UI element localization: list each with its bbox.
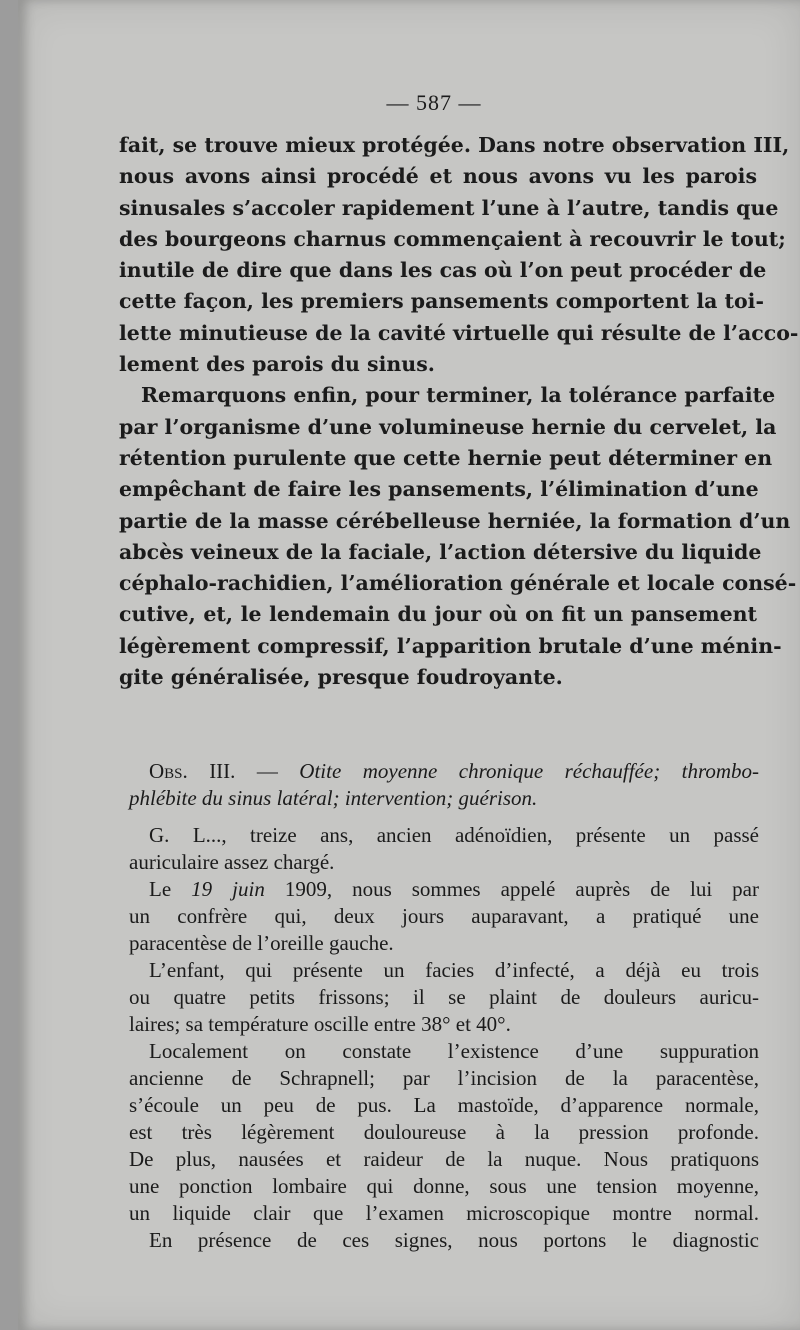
text-line: paracentèse de l’oreille gauche. [129,931,394,955]
text-line: empêchant de faire les pansements, l’élimination d’une [119,477,759,502]
obs-paragraph-2 [129,876,759,957]
text-line: un liquide clair que l’examen microscopique montre normal. [129,1201,759,1225]
observation-section [129,758,759,1254]
text-line: Localement on constate l’existence d’une suppuration [149,1039,759,1063]
text-line: laires; sa température oscille entre 38° et 40°. [129,1012,511,1036]
page-number: — 587 — [386,90,482,115]
text-line: Remarquons enfin, pour terminer, la tolérance parfaite [141,383,776,408]
text-line: cette façon, les premiers pansements comportent la toi- [119,289,764,314]
text-line: abcès veineux de la faciale, l’action détersive du liquide [119,539,762,564]
observation-title-line: phlébite du sinus latéral; intervention; guérison. [129,786,538,810]
text-line: lement des parois du sinus. [119,352,435,377]
text-line: rétention purulente que cette hernie peut déterminer en [119,445,773,470]
text-line: En présence de ces signes, nous portons le diagnostic [149,1228,759,1252]
observation-label: Obs. III. — [149,759,278,783]
text-line: lette minutieuse de la cavité virtuelle qui résulte de l’acco- [119,320,799,345]
text-line: par l’organisme d’une volumineuse hernie du cervelet, la [119,414,777,439]
obs-paragraph-4 [129,1038,759,1227]
text-line: légèrement compressif, l’apparition brutale d’une ménin- [119,633,782,658]
text-line: inutile de dire que dans les cas où l’on peut procéder de [119,258,767,283]
text-line: ancienne de Schrapnell; par l’incision de la paracentèse, [129,1066,759,1090]
obs-paragraph-3 [129,957,759,1038]
book-page [18,0,800,1330]
obs-paragraph-1 [129,822,759,876]
text-line [129,876,759,903]
main-text-bold [119,130,799,693]
text-line: sinusales s’accoler rapidement l’une à l’autre, tandis que [119,195,779,220]
observation-title-text: Otite moyenne chronique réchauffée; thrombo- [299,759,760,783]
text-line: nous avons ainsi procédé et nous avons vu les parois [119,164,757,189]
text-line: cutive, et, le lendemain du jour où on fit un pansement [119,602,757,627]
obs-paragraph-5 [129,1227,759,1254]
text-line: un confrère qui, deux jours auparavant, a pratiqué une [129,904,759,928]
text-line: gite généralisée, presque foudroyante. [119,665,563,690]
text-line: fait, se trouve mieux protégée. Dans notre observation III, [119,133,790,157]
observation-title [129,758,759,812]
text-fragment: Le [149,877,192,901]
text-line: des bourgeons charnus commençaient à recouvrir le tout; [119,226,786,251]
text-line: partie de la masse cérébelleuse herniée, la formation d’un [119,508,791,533]
text-line: une ponction lombaire qui donne, sous une tension moyenne, [129,1174,759,1198]
paragraph-2 [119,380,797,693]
observation-title-line [129,758,759,785]
text-line: auriculaire assez chargé. [129,850,335,874]
text-line: De plus, nausées et raideur de la nuque. Nous pratiquons [129,1147,759,1171]
date-italic: 19 juin [191,877,265,901]
text-line: L’enfant, qui présente un facies d’infecté, a déjà eu trois [149,958,759,982]
text-line: s’écoule un peu de pus. La mastoïde, d’apparence normale, [129,1093,759,1117]
text-line: G. L..., treize ans, ancien adénoïdien, présente un passé [149,823,759,847]
text-line: céphalo-rachidien, l’amélioration générale et locale consé- [119,571,797,596]
text-fragment: 1909, nous sommes appelé auprès de lui par [264,877,759,901]
paragraph-1 [119,130,799,380]
text-line: ou quatre petits frissons; il se plaint de douleurs auricu- [129,985,759,1009]
text-line: est très légèrement douloureuse à la pression profonde. [129,1120,759,1144]
